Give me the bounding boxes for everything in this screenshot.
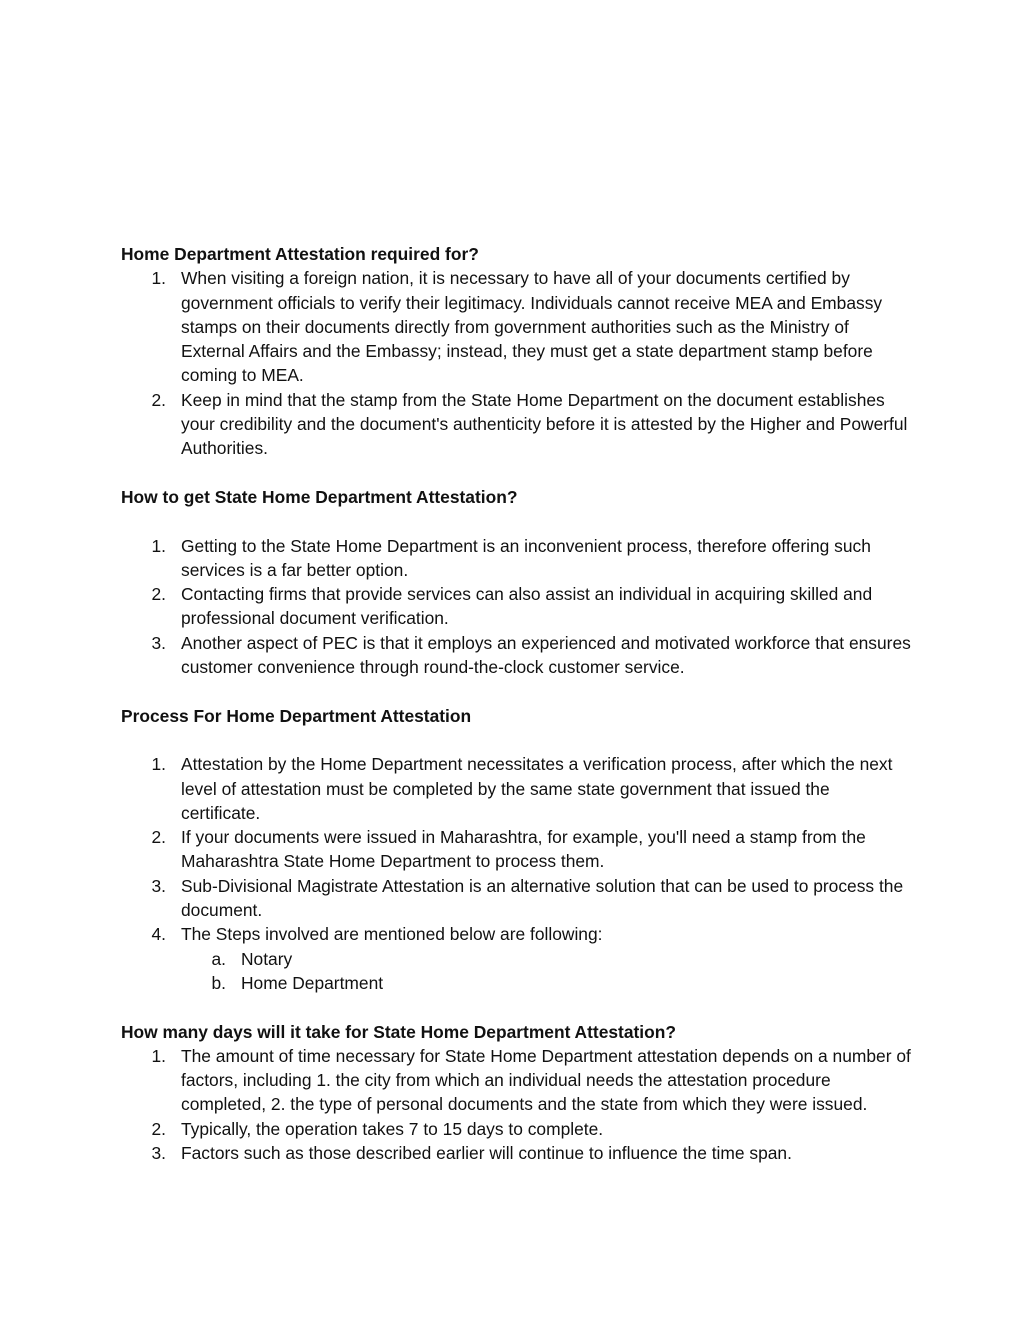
blank-line [121,461,911,485]
section-heading: How many days will it take for State Home Department Attestation? [121,1021,676,1042]
document-content [121,242,911,1165]
list-item-text: Getting to the State Home Department is an inconvenient process, therefore offering such services is a far better option. [181,535,871,580]
list-number: 3. [151,632,166,653]
list-number: 2. [151,584,166,605]
list-number: 3. [151,1142,166,1163]
list-number: 4. [151,924,166,945]
section-how-many-days [121,1020,911,1166]
list-item [121,631,911,680]
list-item-text: Another aspect of PEC is that it employs an experienced and motivated workforce that ensures customer convenience through round-the-clock customer service. [181,632,911,678]
blank-line [121,728,911,752]
blank-line [121,995,911,1019]
list-number: 2. [151,389,166,410]
list-item [121,752,911,825]
section-heading: How to get State Home Department Attestation? [121,486,518,507]
list-number: 3. [151,875,166,896]
list-item [121,1117,911,1141]
section-attestation-required [121,242,911,461]
list-item [121,922,911,946]
list-number: 1. [151,535,166,556]
sublist-item [121,947,911,971]
list-number: 2. [151,1118,166,1139]
list-item [121,582,911,631]
list-item-text: Factors such as those described earlier will continue to influence the time span. [181,1142,792,1163]
section-heading: Home Department Attestation required for? [121,244,479,264]
section-process [121,704,911,996]
lettered-sublist [121,947,911,996]
numbered-list [121,752,911,946]
list-item-text: If your documents were issued in Maharashtra, for example, you'll need a stamp from the Maharashtra State Home Department to process them. [181,827,866,872]
list-item-text: The amount of time necessary for State Home Department attestation depends on a number of factors, including 1. the city from which an individual needs the attestation procedure completed, 2. the type of personal documents and the state from which they were issued. [181,1045,911,1115]
section-how-to-get [121,485,911,679]
numbered-list [121,1044,911,1165]
sublist-item-text: Home Department [241,972,384,993]
list-item [121,534,911,583]
sublist-letter: a. [211,948,226,969]
section-heading: Process For Home Department Attestation [121,705,472,726]
list-number: 1. [151,754,166,775]
list-item-text: When visiting a foreign nation, it is necessary to have all of your documents certified by government officials to verify their legitimacy. Individuals cannot receive MEA and Embassy stamps on their documents directly from government authorities such as the Ministry of External Affairs and the Embassy; instead, they must get a state department stamp before coming to MEA. [181,268,883,386]
sublist-letter: b. [211,972,226,993]
sublist-item-text: Notary [241,948,293,969]
list-item [121,388,911,461]
list-item [121,266,911,387]
list-item-text: Sub-Divisional Magistrate Attestation is an alternative solution that can be used to process the document. [181,875,904,921]
list-item [121,825,911,874]
numbered-list [121,266,911,460]
list-item-text: The Steps involved are mentioned below are following: [181,924,603,945]
list-number: 1. [151,268,166,289]
list-item-text: Keep in mind that the stamp from the State Home Department on the document establishes your credibility and the document's authenticity before it is attested by the Higher and Powerful Authorities. [181,389,908,459]
list-item-text: Typically, the operation takes 7 to 15 days to complete. [181,1118,604,1139]
list-item [121,1141,911,1165]
list-item-text: Attestation by the Home Department necessitates a verification process, after which the next level of attestation must be completed by the same state government that issued the certificate. [181,754,893,823]
list-item-text: Contacting firms that provide services can also assist an individual in acquiring skilled and professional document verification. [181,584,873,629]
list-number: 2. [151,827,166,848]
blank-line [121,509,911,533]
sublist-item [121,971,911,995]
list-item [121,874,911,923]
blank-line [121,679,911,703]
numbered-list [121,534,911,680]
list-number: 1. [151,1045,166,1066]
list-item [121,1044,911,1117]
